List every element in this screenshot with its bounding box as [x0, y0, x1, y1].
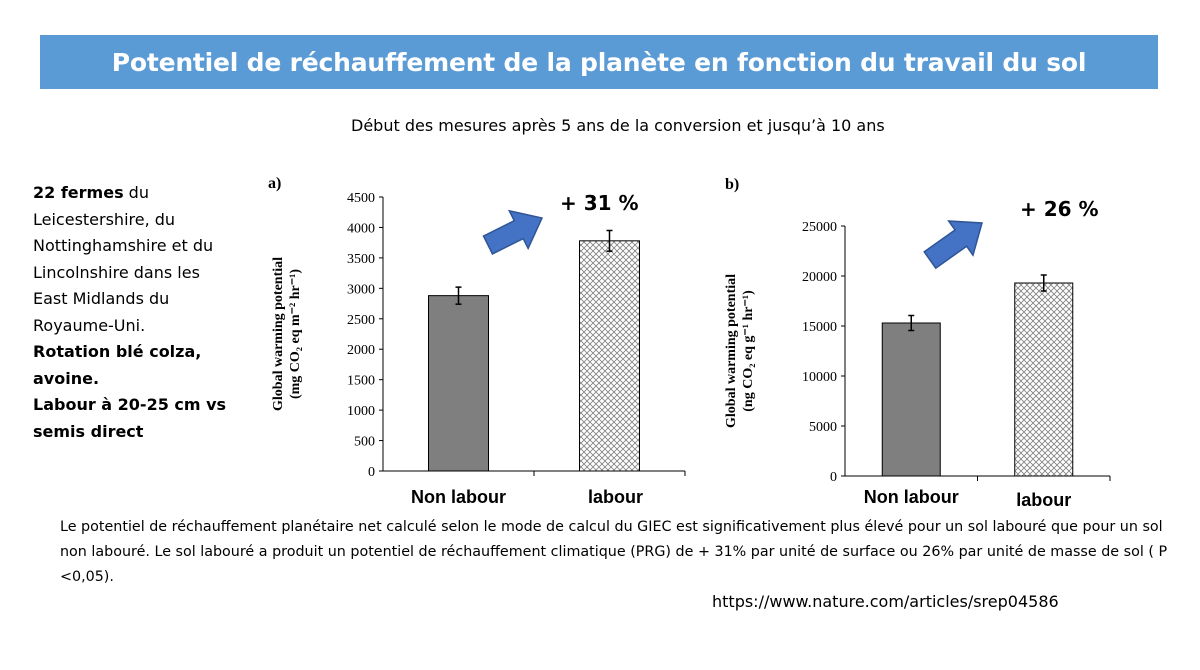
y-tick-label: 10000: [802, 370, 837, 385]
y-tick-label: 2500: [347, 312, 375, 328]
y-tick-label: 5000: [809, 420, 837, 435]
y-tick-label: 3000: [347, 282, 375, 298]
rotation-text: Rotation blé colza, avoine.: [33, 342, 202, 388]
study-description: [33, 180, 238, 445]
increase-annotation: + 31 %: [560, 191, 639, 215]
panel-label: a): [268, 175, 282, 192]
y-axis-label-line1: Global warming potential: [724, 273, 739, 429]
arrow-up-right-icon: [484, 211, 542, 254]
source-link[interactable]: https://www.nature.com/articles/srep04586: [712, 592, 1059, 611]
chart-a: [260, 170, 690, 510]
y-tick-label: 0: [830, 470, 837, 485]
y-tick-label: 15000: [802, 320, 837, 335]
category-label: labour: [1016, 490, 1072, 510]
farms-text: [33, 180, 238, 339]
subtitle: Début des mesures après 5 ans de la conversion et jusqu’à 10 ans: [351, 116, 885, 135]
bar-non-labour: [882, 323, 940, 476]
category-label: Non labour: [863, 487, 959, 507]
category-label: labour: [587, 487, 644, 507]
title-banner: [40, 35, 1158, 89]
tillage-text: Labour à 20-25 cm vs semis direct: [33, 395, 227, 441]
bar-labour: [1015, 283, 1073, 476]
y-tick-label: 1500: [347, 373, 375, 389]
increase-annotation: + 26 %: [1020, 197, 1099, 221]
y-tick-label: 4500: [347, 191, 375, 206]
panel-label: b): [725, 176, 740, 193]
farms-count: 22 fermes: [33, 183, 124, 202]
y-tick-label: 0: [368, 465, 375, 480]
caption: Le potentiel de réchauffement planétaire net calculé selon le mode de calcul du GIEC est significativement plus élevé pour un sol labouré que pour un sol non labouré. Le sol labouré a produit un potentiel de réchauffement climatique (PRG) de + 31% par unité de surface ou 26% par unité de masse de sol ( P <0,05).: [60, 519, 1168, 585]
arrow-up-right-icon: [924, 221, 982, 268]
chart-b: [715, 165, 1155, 510]
y-axis-label-line2: (ng CO₂ eq g⁻¹ hr⁻¹): [741, 290, 756, 412]
y-axis-label-line1: Global warming potential: [271, 256, 286, 412]
bar-non-labour: [429, 296, 489, 471]
y-tick-label: 25000: [802, 220, 837, 235]
y-axis-label: [724, 274, 756, 428]
page-title: Potentiel de réchauffement de la planète en fonction du travail du sol: [111, 47, 1087, 77]
farms-location: du Leicestershire, du Nottinghamshire et du Lincolnshire dans les East Midlands du Royaume-Uni.: [33, 183, 214, 335]
y-tick-label: 2000: [347, 343, 375, 359]
y-tick-label: 20000: [802, 270, 837, 285]
y-axis-label: [271, 257, 303, 411]
y-axis-label-line2: (mg CO₂ eq m⁻² hr⁻¹): [288, 268, 303, 400]
y-tick-label: 4000: [347, 221, 375, 237]
y-tick-label: 1000: [347, 404, 375, 420]
y-tick-label: 500: [354, 434, 375, 450]
y-tick-label: 3500: [347, 251, 375, 267]
category-label: Non labour: [411, 487, 506, 507]
bar-labour: [580, 241, 640, 471]
